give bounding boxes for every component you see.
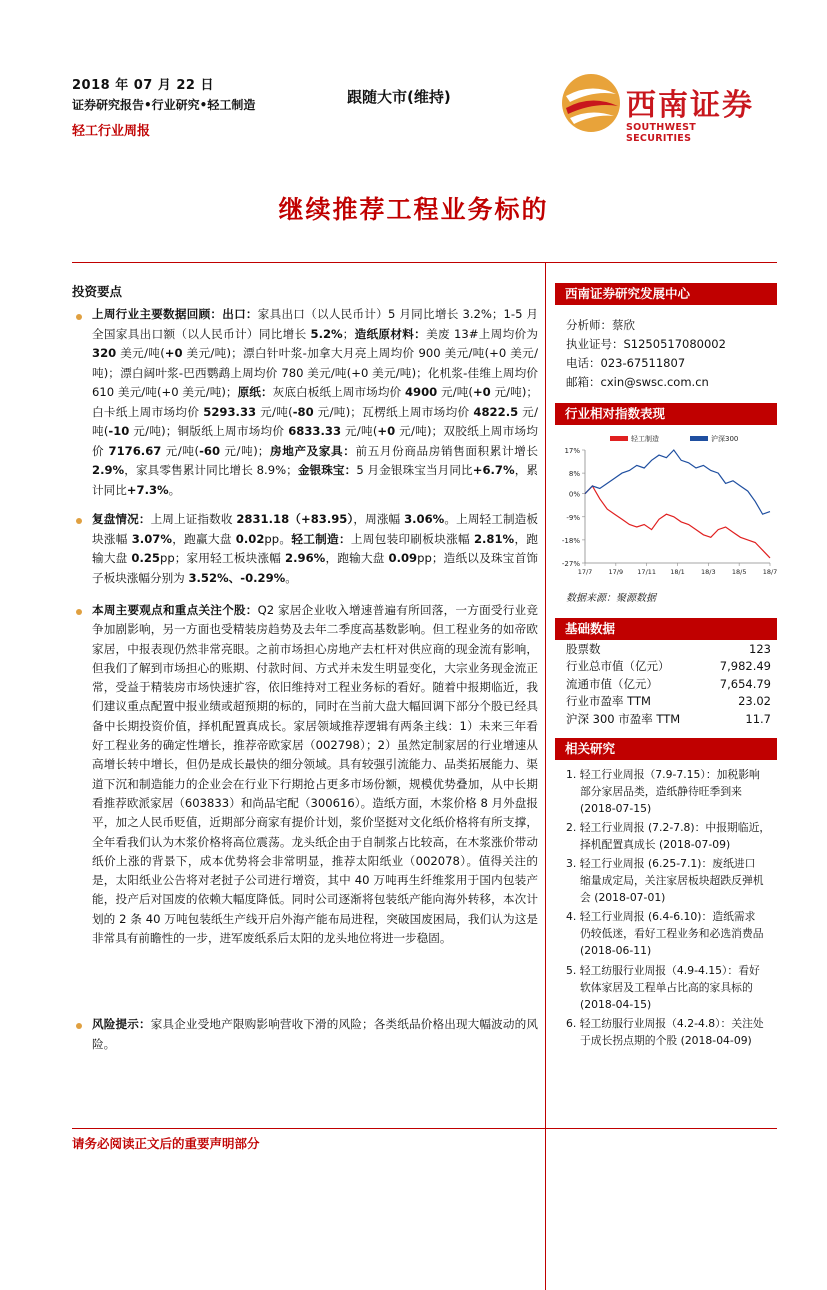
x-tick-label: 18/5: [731, 568, 747, 576]
related-item-6[interactable]: 6. 轻工纺服行业周报（4.2-4.8）：关注处 于成长拐点期的个股 (2018-04-09): [566, 1017, 764, 1047]
bullet-icon: [76, 314, 82, 320]
rating: 跟随大市(维持): [347, 88, 451, 106]
paragraph-lead: 本周主要观点和重点关注个股：: [92, 603, 258, 617]
report-title: 继续推荐工程业务标的: [278, 195, 549, 224]
legend-swatch-2: [690, 436, 708, 441]
table-row: 股票数 123: [566, 641, 771, 656]
paragraph-weekly-view: 本周主要观点和重点关注个股：Q2 家居企业收入增速普遍有所回落，一方面受行业竞争加剧影响，另一方面也受精装房趋势及去年二季度高基数影响。但工程业务的如帝欧家居，中报表现仍然非常亮眼。之前市场担心房地产去杠杆对供应商的现金流有影响，但我们了解到市场担心的账期、付款时间、方式并未发生明显变化，大宗业务现金流正常，受益于精装房市场快速扩容，依旧维持对工程业务标的看好。随着中报期临近，我们建议重点配置中报业绩或超预期的标的，同时在当前大盘大幅回调下部分个股已经具备中长期投资价值，择机配置真成长。家居领域推荐逻辑有两条主线：1）未来三年看好工程业务的确定性增长，推荐帝欧家居（002798）；2）虽然定制家居的行业增速从高增长转中增长，但仍是成长最快的细分领域。具有较强引流能力、品类拓展能力、渠道下沉和制造能力的企业会在行业下行期抢占更多市场份额，规模优势叠加，从中长期看推荐欧派家居（603833）和尚品宅配（300616）。造纸方面，木浆价格 8 月外盘报平，加之人民币贬值，近期部分商家有提价计划，浆价坚挺对文化纸价格将有所支撑，全年看我们认为木浆价格将高位震荡。龙头纸企由于自制浆占比较高，在木浆涨价带动纸价上涨的背景下，成本优势将会非常明显，推荐太阳纸业（002078）。值得关注的是，太阳纸业公告将对老挝子公司进行增资，其中 40 万吨再生纤维浆用于国内包装产能，投产后对国废的依赖大幅度降低。同时公司逐渐将包装纸产能向海外转移，本次计划的 2 条 40 万吨包装纸生产线开启外海产能布局进程，突破国废困局，我们认为这是非常具有前瞻性的一步，进军废纸系后太阳的龙头地位将进一步稳固。: [92, 603, 538, 946]
bullet-icon: [76, 1023, 82, 1029]
x-tick-label: 18/1: [670, 568, 685, 576]
legend-swatch-1: [610, 436, 628, 441]
paragraph-data-review: 上周行业主要数据回顾：出口：家具出口（以人民币计）5 月同比增长 3.2%；1-5 月全国家具出口额（以人民币计）同比增长 5.2%；造纸原材料：美废 13#上周均价为 320 美元/吨(+0 美元/吨)；漂白针叶浆-加拿大月亮上周均价 900 美元/吨(+0 美元/吨)；漂白阔叶浆-巴西鹦鹉上周均价 780 美元/吨(+0 美元/吨)；化机浆-佳维上周均价 610 美元/吨(+0 美元/吨)；原纸：灰底白板纸上周市场均价 4900 元/吨(+0 元/吨)；白卡纸上周市场均价 5293.33 元/吨(-80 元/吨)；瓦楞纸上周市场均价 4822.5 元/吨(-10 元/吨)；铜版纸上周市场均价 6833.33 元/吨(+0 元/吨)；双胶纸上周市场均价 7176.67 元/吨(-60 元/吨)；房地产及家具：前五月份商品房销售面积累计增长 2.9%，家具零售累计同比增长 8.9%；金银珠宝：5 月金银珠宝当月同比+6.7%，累计同比+7.3%。: [92, 307, 539, 497]
logo-text-cn: 西南证券: [626, 88, 754, 123]
x-tick-label: 17/9: [608, 568, 624, 576]
relative-index-chart: [555, 430, 777, 590]
sidebar-title-related: 相关研究: [555, 738, 777, 760]
divider-top: [72, 262, 777, 263]
table-row: 流通市值（亿元） 7,654.79: [566, 676, 771, 691]
sidebar-title-research-center: 西南证券研究发展中心: [555, 283, 777, 305]
sidebar-title-basic: 基础数据: [555, 618, 777, 640]
report-date: 2018 年 07 月 22 日: [72, 78, 214, 93]
x-tick-label: 18/3: [701, 568, 716, 576]
related-item-4[interactable]: 4. 轻工行业周报 (6.4-6.10)：造纸需求 仍较低迷，看好工程业务和必选消费品 (2018-06-11): [566, 910, 764, 957]
bullet-icon: [76, 518, 82, 524]
x-tick-label: 18/7: [762, 568, 777, 576]
section-heading-key-points: 投资要点: [72, 284, 123, 299]
analyst-phone: 电话：023-67511807: [566, 356, 686, 370]
y-tick-label: 17%: [564, 447, 580, 455]
analyst-email: 邮箱：cxin@swsc.com.cn: [566, 375, 709, 389]
logo-emblem-icon: [560, 70, 622, 136]
table-row: 行业市盈率 TTM 23.02: [566, 694, 771, 709]
legend-label-1: 轻工制造: [631, 435, 659, 443]
sidebar-title-index: 行业相对指数表现: [555, 403, 777, 425]
table-row: 行业总市值（亿元） 7,982.49: [566, 659, 771, 674]
report-type: 证券研究报告•行业研究•轻工制造: [72, 98, 256, 112]
series-line-2: [585, 450, 770, 514]
y-tick-label: 8%: [568, 470, 580, 479]
basic-data-table: [566, 640, 771, 728]
data-source: 数据来源：聚源数据: [566, 593, 656, 604]
paragraph-lead: 上周行业主要数据回顾：出口：: [92, 307, 258, 321]
related-item-3[interactable]: 3. 轻工行业周报 (6.25-7.1)：废纸进口 缩量成定局，关注家居板块超跌反弹机 会 (2018-07-01): [566, 857, 764, 904]
y-tick-label: -9%: [566, 513, 580, 522]
series-line-1: [585, 486, 770, 558]
analyst-name: 分析师：蔡欣: [566, 318, 635, 332]
column-divider: [545, 262, 546, 1290]
paragraph-market-review: 复盘情况：上周上证指数收 2831.18（+83.95），周涨幅 3.06%。上周轻工制造板块涨幅 3.07%，跑赢大盘 0.02pp。轻工制造：上周包装印刷板块涨幅 2.81%，跑输大盘 0.25pp；家用轻工板块涨幅 2.96%，跑输大盘 0.09pp；造纸以及珠宝首饰子板块涨幅分别为 3.52%、-0.29%。: [92, 512, 539, 585]
legend-label-2: 沪深300: [711, 435, 739, 443]
related-item-5[interactable]: 5. 轻工纺服行业周报（4.9-4.15）：看好 软体家居及工程单占比高的家具标的 (2018-04-15): [566, 964, 760, 1011]
company-logo: [560, 70, 760, 144]
divider-bottom: [72, 1128, 777, 1129]
logo-text-en: SOUTHWEST SECURITIES: [626, 122, 697, 144]
y-tick-label: -18%: [561, 536, 580, 545]
paragraph-lead: 复盘情况：: [92, 512, 151, 526]
analyst-license: 执业证号：S1250517080002: [566, 337, 726, 351]
related-item-1[interactable]: 1. 轻工行业周报（7.9-7.15）：加税影响 部分家居品类，造纸静待旺季到来 (2018-07-15): [566, 768, 760, 815]
paragraph-risk: 风险提示：家具企业受地产限购影响营收下滑的风险；各类纸品价格出现大幅波动的风险。: [92, 1017, 538, 1051]
footer-disclaimer: 请务必阅读正文后的重要声明部分: [72, 1136, 260, 1151]
table-row: 沪深 300 市盈率 TTM 11.7: [566, 711, 771, 726]
paragraph-lead: 风险提示：: [92, 1017, 151, 1031]
y-tick-label: -27%: [561, 560, 580, 568]
x-tick-label: 17/7: [577, 568, 593, 576]
y-tick-label: 0%: [568, 490, 580, 499]
report-series: 轻工行业周报: [72, 124, 151, 139]
related-item-2[interactable]: 2. 轻工行业周报 (7.2-7.8)：中报期临近， 择机配置真成长 (2018-07-09): [566, 821, 771, 851]
x-tick-label: 17/11: [637, 568, 657, 576]
bullet-icon: [76, 609, 82, 615]
